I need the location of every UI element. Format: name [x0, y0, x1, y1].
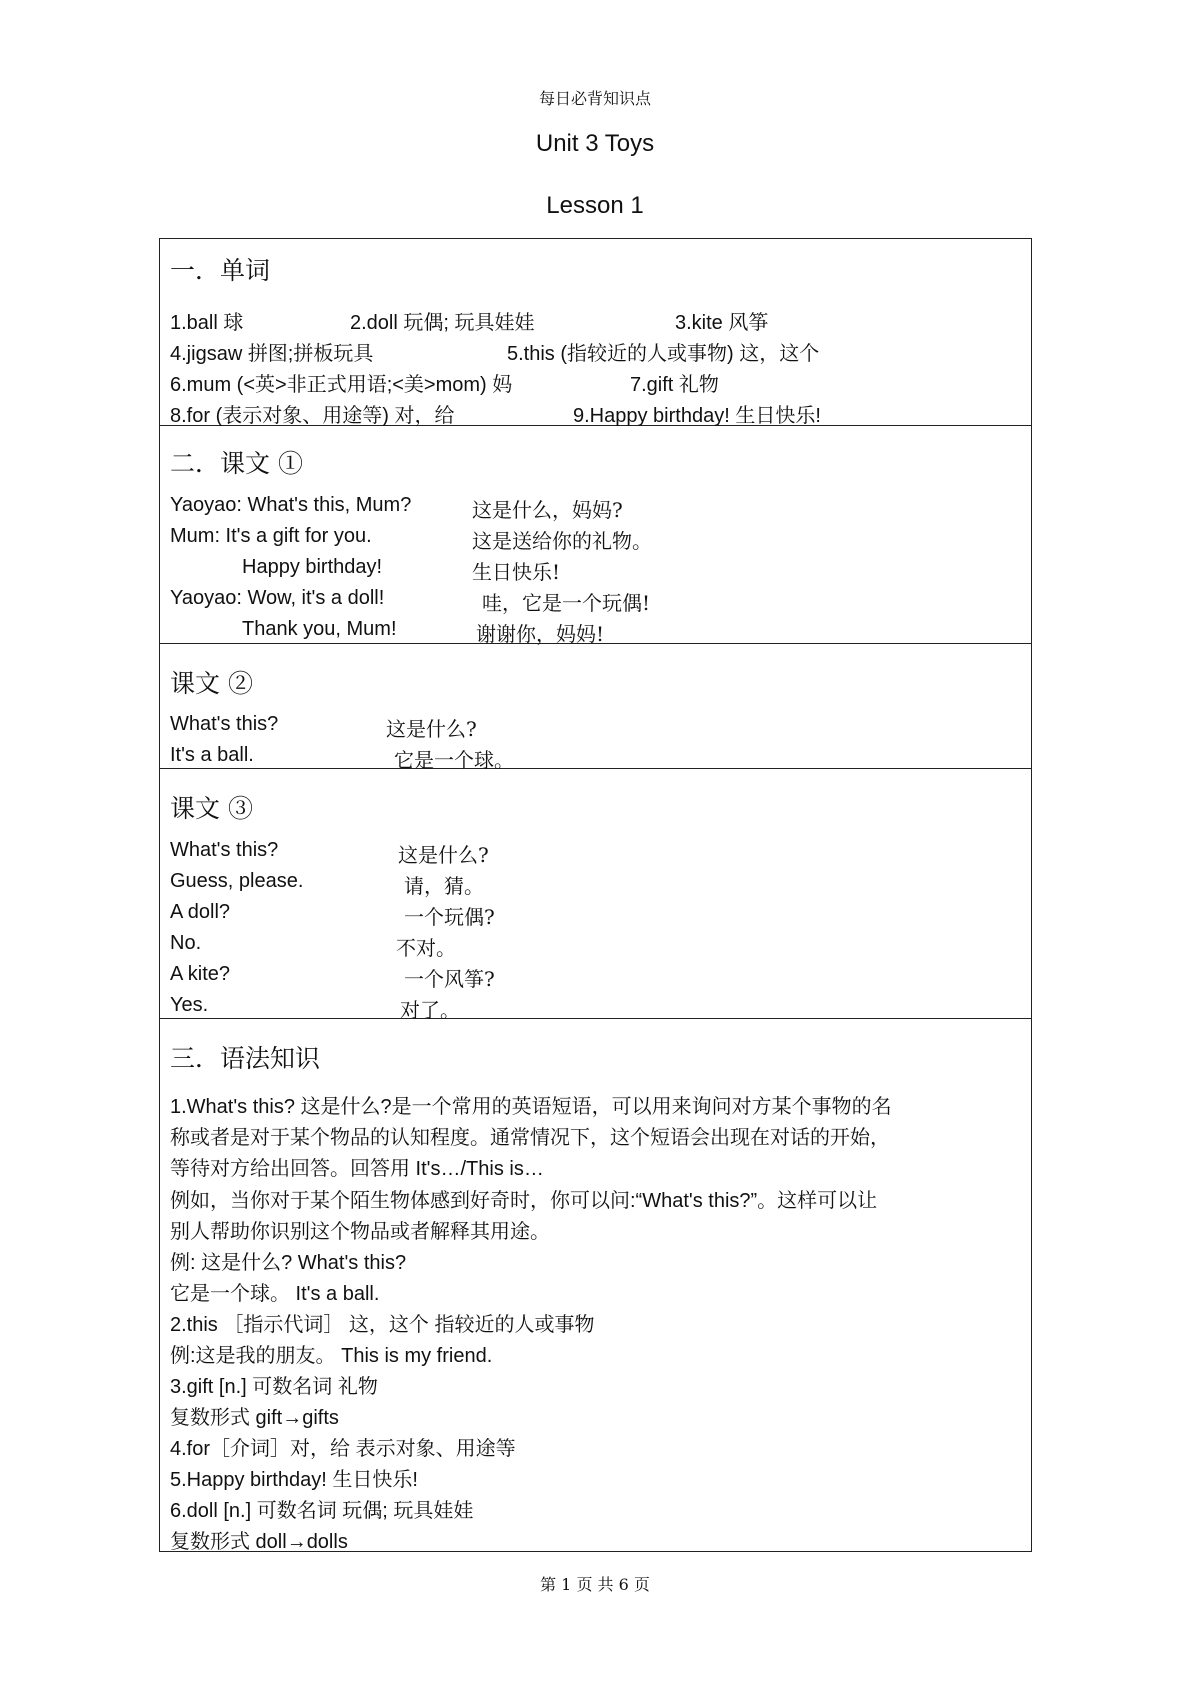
dialogue-en: Yaoyao: Wow, it's a doll! — [170, 587, 385, 609]
dialogue-en: It's a ball. — [170, 744, 254, 766]
grammar-line: 例如，当你对于某个陌生物体感到好奇时，你可以问:“What's this?”。这样可以让 — [170, 1190, 878, 1212]
dialogue-en: What's this? — [170, 839, 279, 861]
grammar-line: 2.this ［指示代词］ 这，这个 指较近的人或事物 — [170, 1314, 595, 1336]
grammar-line: 别人帮助你识别这个物品或者解释其用途。 — [170, 1221, 550, 1243]
grammar-heading: 三．语法知识 — [170, 1044, 321, 1073]
dialogue-zh: 哇，它是一个玩偶! — [482, 591, 651, 615]
grammar-line: 1.What's this? 这是什么?是一个常用的英语短语，可以用来询问对方某个事物的名 — [170, 1096, 892, 1118]
dialogue-en: What's this? — [170, 713, 279, 735]
dialogue-en: Happy birthday! — [242, 556, 383, 578]
grammar-line: 3.gift [n.] 可数名词 礼物 — [170, 1376, 378, 1398]
vocab-item: 3.kite 风筝 — [675, 312, 769, 334]
dialogue-zh: 这是什么? — [386, 717, 477, 741]
dialogue-zh: 这是什么，妈妈? — [472, 498, 623, 522]
grammar-line: 它是一个球。 It's a ball. — [170, 1283, 380, 1305]
vocab-item: 2.doll 玩偶; 玩具娃娃 — [350, 312, 535, 334]
vocab-item: 6.mum (<英>非正式用语;<美>mom) 妈 — [170, 374, 513, 396]
grammar-line: 5.Happy birthday! 生日快乐! — [170, 1469, 418, 1491]
grammar-line: 例:这是我的朋友。 This is my friend. — [170, 1345, 493, 1367]
vocab-item: 5.this (指较近的人或事物) 这，这个 — [507, 343, 820, 365]
text3-heading: 课文 ③ — [170, 794, 253, 823]
vocab-heading: 一．单词 — [170, 256, 271, 285]
dialogue-en: Yes. — [170, 994, 209, 1016]
dialogue-en: Yaoyao: What's this, Mum? — [170, 494, 412, 516]
dialogue-en: A doll? — [170, 901, 231, 923]
dialogue-zh: 一个风筝? — [404, 967, 495, 991]
vocab-item: 8.for (表示对象、用途等) 对，给 — [170, 405, 455, 427]
dialogue-en: Mum: It's a gift for you. — [170, 525, 372, 547]
text2-heading: 课文 ② — [170, 669, 253, 698]
dialogue-zh: 对了。 — [400, 998, 460, 1022]
dialogue-en: Guess, please. — [170, 870, 304, 892]
dialogue-zh: 不对。 — [396, 936, 456, 960]
dialogue-zh: 这是送给你的礼物。 — [472, 529, 652, 553]
grammar-line: 等待对方给出回答。回答用 It's…/This is… — [170, 1158, 544, 1180]
dialogue-zh: 一个玩偶? — [404, 905, 495, 929]
grammar-line: 4.for［介词］对，给 表示对象、用途等 — [170, 1438, 516, 1460]
table-divider — [159, 1018, 1032, 1019]
table-divider — [159, 768, 1032, 769]
dialogue-zh: 生日快乐! — [472, 560, 561, 584]
unit-title: Unit 3 Toys — [535, 130, 655, 157]
grammar-line: 复数形式 doll→dolls — [170, 1531, 348, 1553]
vocab-item: 9.Happy birthday! 生日快乐! — [573, 405, 821, 427]
lesson-title: Lesson 1 — [546, 192, 644, 219]
dialogue-en: Thank you, Mum! — [242, 618, 397, 640]
text1-heading: 二．课文 ① — [170, 449, 303, 478]
dialogue-zh: 谢谢你，妈妈! — [476, 622, 605, 646]
grammar-line: 称或者是对于某个物品的认知程度。通常情况下，这个短语会出现在对话的开始， — [170, 1127, 890, 1149]
vocab-item: 1.ball 球 — [170, 312, 244, 334]
vocab-item: 4.jigsaw 拼图;拼板玩具 — [170, 343, 374, 365]
dialogue-zh: 请，猜。 — [404, 874, 484, 898]
grammar-line: 6.doll [n.] 可数名词 玩偶; 玩具娃娃 — [170, 1500, 474, 1522]
dialogue-en: No. — [170, 932, 202, 954]
header-note: 每日必背知识点 — [538, 89, 651, 108]
grammar-line: 例: 这是什么? What's this? — [170, 1252, 407, 1274]
vocab-item: 7.gift 礼物 — [630, 374, 719, 396]
grammar-line: 复数形式 gift→gifts — [170, 1407, 339, 1429]
dialogue-zh: 这是什么? — [398, 843, 489, 867]
dialogue-zh: 它是一个球。 — [394, 748, 514, 772]
page-number: 第 1 页 共 6 页 — [540, 1575, 650, 1594]
dialogue-en: A kite? — [170, 963, 231, 985]
